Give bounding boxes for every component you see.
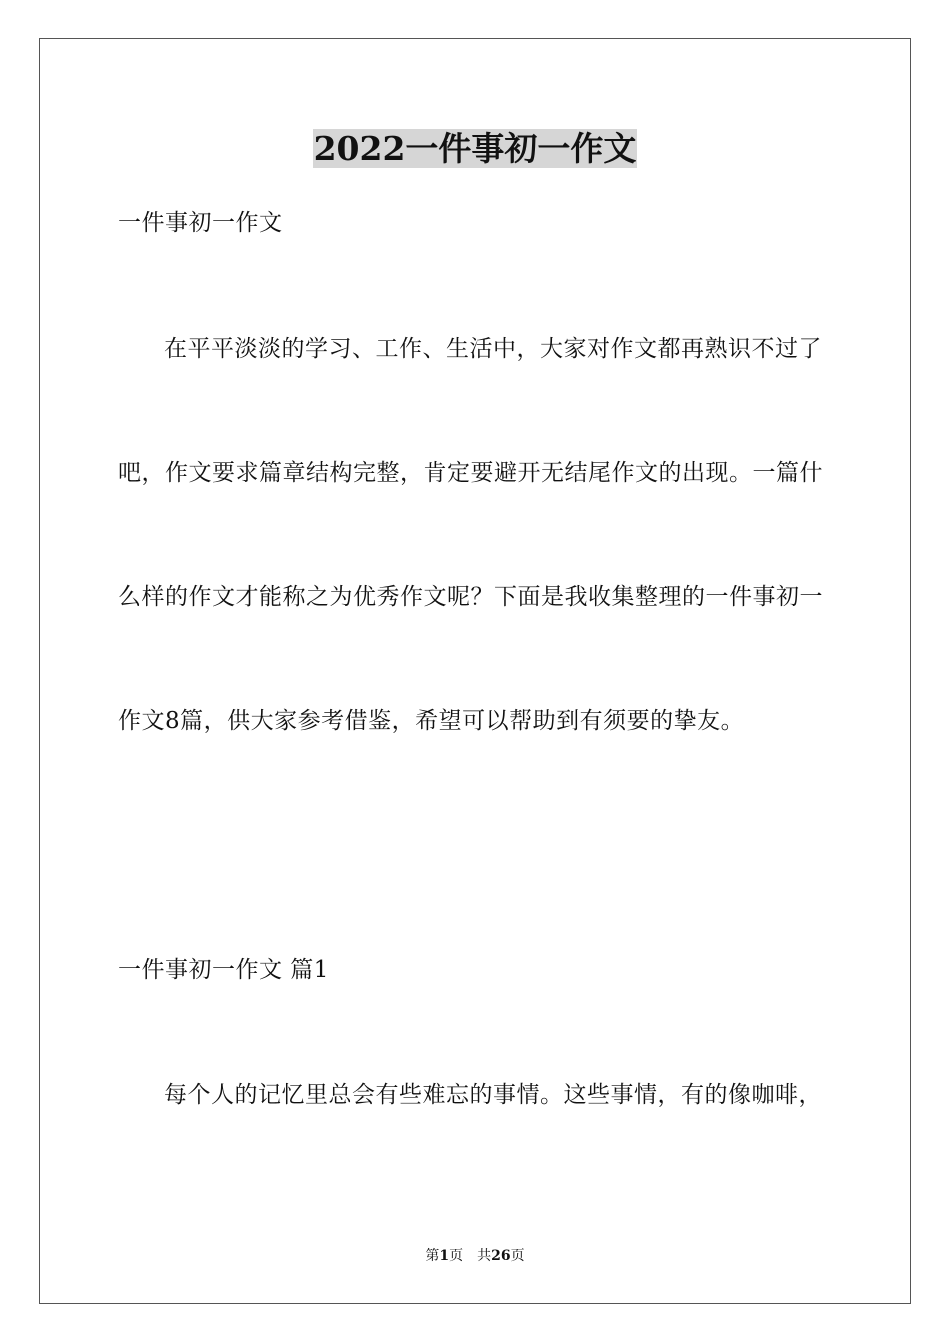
section-heading: 一件事初一作文 篇1 — [118, 957, 329, 983]
footer-page-mid: 页 共 — [449, 1248, 492, 1264]
document-subtitle: 一件事初一作文 — [118, 210, 283, 236]
section-line-1: 每个人的记忆里总会有些难忘的事情。这些事情，有的像咖啡， — [164, 1082, 822, 1108]
document-title — [0, 126, 950, 172]
intro-line-2: 吧，作文要求篇章结构完整，肯定要避开无结尾作文的出现。一篇什 — [118, 460, 823, 486]
intro-line-4: 作文8篇，供大家参考借鉴，希望可以帮助到有须要的挚友。 — [118, 708, 745, 734]
intro-line-3: 么样的作文才能称之为优秀作文呢？下面是我收集整理的一件事初一 — [118, 584, 823, 610]
footer-total-pages: 26 — [491, 1248, 511, 1264]
page-footer — [0, 1246, 950, 1266]
footer-page-prefix: 第 — [425, 1248, 440, 1264]
footer-page-number: 1 — [439, 1248, 450, 1264]
intro-line-1: 在平平淡淡的学习、工作、生活中，大家对作文都再熟识不过了 — [164, 336, 822, 362]
footer-page-suffix: 页 — [510, 1248, 525, 1264]
document-title-text: 2022一件事初一作文 — [313, 129, 637, 168]
